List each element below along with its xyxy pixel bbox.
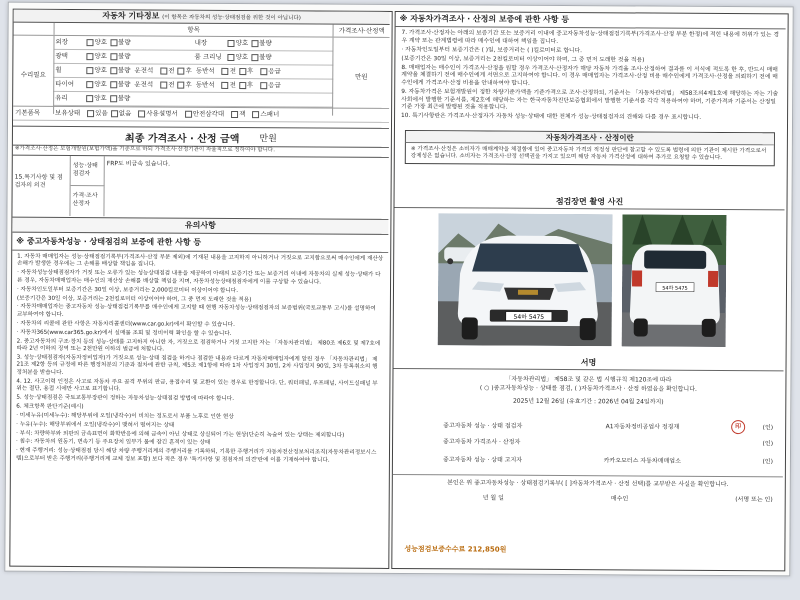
row-label: 내장 [194, 38, 208, 47]
option-label: 불량 [117, 94, 131, 103]
checkbox[interactable] [228, 53, 235, 60]
caution-item: · 자동차매매업자는 중고자동차 성능·상태점검기록부를 매수인에게 고지할 때 현행 자동차성능·상태점검자의 보증범위(국토교통부 고시)를 설명하여 교부하여야 합니다. [16, 304, 376, 318]
receipt-sign: (서명 또는 인) [735, 496, 773, 504]
caution-item: · 자동차인도일부터 보증기간은 30일 이상, 보증거리는 2,000킬로미터 이상이어야 합니다. [16, 286, 239, 294]
signature-mark: (인) [762, 458, 773, 466]
price-note: ※가격조사·산정은 보험개발원(보험가액)을 기준으로 하되 가격조사·산정기관이 자율적으로 정하여야 합니다. [14, 145, 276, 154]
row-label: 광택 [55, 51, 69, 60]
appraisal-info-box [405, 130, 775, 167]
row-label: 타이어 [55, 79, 75, 89]
caution-list [11, 251, 388, 470]
checkbox[interactable] [110, 53, 117, 60]
row-label: 운전석 [134, 80, 154, 89]
caution-item: · 현재 주행거리: 성능·상태점검 당시 해당 차량 주행거리계의 주행거리를 기록하되, 기록한 주행거리가 자동차전산정보처리조직(자동차관리정보시스템)으로부터 받은 주행거리(주행거리계 교체 정보 포함) 보다 적은 경우 '특기사항 및 점검자의 의견'란에 이를 기재하여야 합니다. [15, 448, 377, 464]
checkbox[interactable] [222, 81, 229, 88]
row-label: 보유상태 [55, 108, 81, 118]
checkbox[interactable] [185, 110, 192, 117]
caution-item: (보증기간은 30일 이상, 보증거리는 2천킬로미터 이상이어야 하며, 그 중 먼저 도래한 것을 적용) [16, 295, 252, 303]
appraisal-list [395, 27, 786, 128]
front-car-photo [438, 213, 613, 346]
checkbox[interactable] [228, 39, 235, 46]
appraisal-guarantee-section [395, 12, 786, 194]
caution-item: 1. 자동차 매매업자는 성능·상태점검기록부(가격조사·산정 부분 제외)에 기재된 내용을 고지하지 아니하거나 거짓으로 고지함으로써 매수인에게 재산상 손해가 발생한 경우에는 그 손해를 배상할 책임을 집니다. [17, 253, 384, 268]
row-label: 외장 [55, 37, 69, 46]
signature-row [443, 454, 773, 465]
option-label: 전 [229, 66, 237, 76]
inspection-document [4, 2, 793, 577]
right-column [391, 11, 788, 571]
checkbox[interactable] [160, 81, 167, 88]
appraisal-item: · 자동차인도일부터 보증기간은 ( )일, 보증거리는 ( )킬로미터로 합니다. [401, 46, 582, 54]
caution-item: · 침수: 자동차의 원동기, 변속기 등 주요장치 일부가 물에 잠긴 흔적이 있는 상태 [16, 439, 211, 447]
signature-row [443, 420, 773, 431]
appraisal-title: ※ 자동차가격조사 · 산정의 보증에 관한 사항 등 [396, 12, 786, 29]
row-container [53, 36, 333, 108]
caution-item: · 자동차성능상태점검자가 거짓 또는 오류가 있는 성능상태점검 내용을 제공하여 아래의 보증기간 또는 보증거리 이내에 자동차의 실제 성능·상태가 다른 경우, 자동차매매업자는 매수인의 재산상 손해를 배상할 책임을 지며, 자동차성능상태점검자에게 이를 구상할 수 있습니다. [17, 269, 381, 286]
front-car-image [438, 213, 613, 346]
option-label: 후 [246, 81, 254, 90]
option-label: 불량 [259, 53, 272, 62]
option-label: 후 [246, 67, 254, 76]
option-label: 양호 [94, 94, 107, 103]
info-table [13, 36, 390, 123]
checkbox[interactable] [252, 111, 259, 118]
checkbox[interactable] [178, 67, 185, 74]
signature-role: 중고자동차 성능 · 상태 점검자 [443, 422, 523, 430]
header-blank [14, 23, 55, 35]
receipt-line: 본인은 위 중고자동차성능 · 상태점검기록부( [ ]자동차가격조사 · 산정 선택)를 교부받은 사실을 확인합니다. [447, 479, 729, 489]
option-label: 후 [185, 80, 192, 89]
option-label: 있음 [95, 109, 108, 118]
front-plate-text: 54하 5475 [513, 313, 545, 321]
photo-section [394, 195, 785, 357]
caution-item: · 자동차365(www.car365.go.kr)에서 실매물 조회 및 정비이력 확인을 할 수 있습니다. [16, 329, 232, 337]
checkbox[interactable] [86, 95, 93, 102]
checkbox[interactable] [86, 39, 93, 46]
signature-title: 서명 [394, 356, 784, 371]
caution-item: 5. 성능·상태점검은 국토교통부장관이 정하는 자동차성능·상태점검 방법에 따라야 합니다. [16, 394, 235, 402]
caution-item: · 자동차의 리콜에 관한 사항은 자동차리콜센터(www.car.go.kr)에서 확인할 수 있습니다. [16, 320, 235, 328]
section-note: (이 항목은 자동차의 성능·상태점검을 위한 것이 아닙니다) [162, 14, 301, 22]
checkbox[interactable] [110, 39, 117, 46]
special-notes-title: 유의사항 [12, 217, 388, 235]
header-price: 가격조사·산정액 [338, 26, 385, 35]
option-label: 양호 [94, 80, 107, 89]
left-column [9, 9, 392, 569]
checkbox[interactable] [86, 67, 93, 74]
option-label: 후 [185, 66, 192, 75]
appraisal-item: 10. 특기사항란은 가격조사·산정자가 자동차 성능·상태에 대한 전체가 성능·상태점검자의 견해와 다를 경우 표시합니다. [401, 113, 702, 122]
row-label: 기본품목 [15, 108, 41, 117]
option-label: 불량 [117, 80, 131, 89]
signature-role: 중고자동차 가격조사 · 산정자 [443, 438, 521, 446]
caution-item: 4. 12. 사고이력 인정은 사고로 자동차 주요 골격 부위의 판금, 용접수리 및 교환이 있는 경우로 한정합니다. 단, 쿼터패널, 루프패널, 사이드실패널 부위는 절단, 용접 시에만 사고로 표기합니다. [16, 378, 378, 393]
option-label: 안전삼각대 [192, 109, 225, 118]
guarantee-fee: 성능점검보증수수료 212,850원 [404, 545, 507, 554]
price-unit-label: 만원 [332, 38, 389, 116]
option-label: 불량 [117, 66, 131, 75]
option-label: 불량 [117, 52, 131, 61]
photo-title: 점검장면 촬영 사진 [394, 195, 784, 210]
option-label: 응급 [268, 67, 281, 76]
final-price-label: 최종 가격조사 · 산정 금액 [125, 132, 240, 145]
caution-item: 2. 중고자동차의 구조·장치 등의 성능·상태를 고지하지 아니한 자, 거짓으로 점검하거나 거짓 고지한 자는 「자동차관리법」 제80조 제6호 및 제7호에 따라 2년 이하의 징역 또는 2천만원 이하의 벌금에 처합니다. [16, 338, 381, 353]
option-label: 응급 [268, 81, 281, 90]
appraisal-item: 9. 자동차가격은 보험개발원이 정한 차량기준가액을 기준가격으로 조사·산정하되, 기준서는 「자동차관리법」 제58조의4제1호에 해당하는 자는 기술사회에서 발행한 기준서를, 제2호에 해당하는 자는 한국자동차진단보증협회에서 발행한 기준서를 각각 적용하여야 하며, 기준가격과 기준서는 산정일 기준 가장 최근에 발행된 것을 적용합니다. [401, 89, 779, 112]
row-label: 룸 크리닝 [194, 52, 222, 61]
appraisal-info-body: ※ 가격조사·산정은 소비자가 매매계약을 체결함에 있어 중고자동차 가격의 적정성 판단에 참고할 수 있도록 법령에 의한 기관이 제시한 가격으로서 강제성은 없습니다. 소비자는 가격조사·산정 선택권을 가지고 있으며 해당 자동차 가격산정에 대하여 추가로 요청할 수 있습니다. [410, 145, 767, 161]
checkbox[interactable] [86, 81, 93, 88]
opinion-inspector-label: 성능·상태 점검자 [71, 156, 105, 186]
signature-name: 카카오모터스 자동차매매업소 [603, 457, 681, 465]
rear-car-photo [622, 214, 727, 347]
option-label: 전 [229, 80, 236, 89]
row-label: 운전석 [134, 66, 154, 75]
checkbox[interactable] [260, 82, 267, 89]
receipt-buyer: 매수인 [610, 495, 629, 503]
opinion-appraiser-label: 가격·조사 산정자 [70, 186, 104, 216]
checkbox[interactable] [231, 110, 238, 117]
vehicle-other-info [12, 10, 389, 212]
checkbox[interactable] [110, 67, 117, 74]
option-label: 양호 [235, 38, 249, 48]
option-label: 불량 [259, 39, 272, 48]
checkbox[interactable] [251, 54, 258, 61]
checkbox[interactable] [110, 81, 117, 88]
option-label: 잭 [239, 110, 246, 119]
signature-mark: (인) [762, 424, 774, 432]
caution-item: · 부식: 차량하부와 외판의 금속표면이 화학반응에 의해 금속이 아닌 상태로 상실되어 가는 현상(단순히 녹슬어 있는 상태는 제외합니다) [16, 430, 345, 439]
checkbox[interactable] [239, 82, 246, 89]
signature-mark: (인) [762, 440, 774, 448]
checkbox[interactable] [222, 67, 229, 74]
option-label: 없음 [118, 109, 132, 118]
option-label: 불량 [118, 38, 131, 47]
option-label: 사용설명서 [146, 109, 178, 118]
checkbox[interactable] [111, 110, 118, 117]
row-label: 동반석 [195, 66, 215, 75]
caution-title: ※ 중고자동차성능 · 상태점검의 보증에 관한 사항 등 [12, 234, 388, 253]
appraisal-item: (보증기간은 30일 이상, 보증거리는 2천킬로미터 이상이어야 하며, 그 중 먼저 도래한 것을 적용) [401, 55, 645, 64]
option-label: 양호 [235, 52, 249, 62]
signature-law-line: 「자동차관리법」 제58조 및 같은 법 시행규칙 제120조에 따라 [505, 375, 672, 384]
final-price-row [13, 126, 389, 148]
signature-row [443, 436, 773, 447]
seal-stamp: 印 [731, 420, 745, 434]
checkbox[interactable] [260, 68, 267, 75]
signature-date: 2025년 12월 26일 (유효기간 : 2026년 04월 24일까지) [512, 397, 664, 406]
appraisal-item: 7. 가격조사·산정자는 아래의 보증기간 또는 보증거리 이내에 중고자동차성능·상태점검기록부(가격조사·산정 부분 한정)에 적힌 내용에 허위가 있는 경우 계약 또는 관계법령에 따라 매수인에 대하여 책임을 집니다. [401, 30, 779, 45]
checkbox[interactable] [251, 40, 258, 47]
checkbox[interactable] [110, 95, 117, 102]
appraisal-info-title: 자동차가격조사 · 산정이란 [406, 131, 774, 145]
option-label: 양호 [94, 38, 108, 47]
opinion-value: FRP도 비금속 있습니다. [106, 160, 171, 168]
option-label: 전 [168, 80, 175, 89]
option-label: 양호 [94, 66, 107, 75]
signature-role: 중고자동차 성능 · 상태 고지자 [442, 456, 523, 464]
receipt-row [483, 493, 773, 504]
row-label: 유리 [55, 93, 68, 102]
final-price-unit: 만원 [259, 133, 277, 144]
checkbox[interactable] [239, 68, 246, 75]
receipt-date: 년 월 일 [482, 494, 504, 502]
caution-section [10, 234, 388, 566]
caution-item: · 누유(누수): 해당부위에서 오일(냉각수)이 맺혀서 떨어지는 상태 [16, 421, 175, 429]
rear-plate-text: 54하 5475 [662, 285, 688, 292]
rear-car-image [622, 214, 727, 347]
caution-item: 6. 체크항목 판단기준(예시) [16, 403, 84, 410]
checkbox[interactable] [87, 110, 94, 117]
signature-confirm-line: ( ○ )중고자동차성능 · 상태를 점검, ( )자동차가격조사 · 산정 하였음을 확인합니다. [479, 384, 697, 393]
row-label: 휠 [55, 65, 62, 74]
section-title-text: 자동차 기타정보 [102, 11, 160, 21]
checkbox[interactable] [177, 81, 184, 88]
caution-item: 3. 성능·상태점검자(자동차정비업자)가 거짓으로 성능·상태 점검을 하거나 점검한 내용과 다르게 자동차매매업자에게 알린 경우 「자동차관리법」 제21조 제2항 등의 규정에 따른 행정처분의 기준과 절차에 관한 규칙, 제5조 제1항에 따라 1차 사업정지 30일, 2차 사업정지 90일, 3차 등록취소의 행정처분을 받습니다. [16, 354, 378, 376]
header-item: 항목 [54, 23, 334, 37]
option-label: 스패너 [260, 110, 280, 119]
checkbox[interactable] [86, 53, 93, 60]
caution-item: · 미세누유(미세누수): 해당부위에 오일(냉각수)이 비치는 정도로서 부품 노후로 인한 현상 [16, 412, 234, 420]
opinion-label: 15.특기사항 및 점검자의 의견 [12, 156, 70, 216]
checkbox[interactable] [138, 110, 145, 117]
checkbox[interactable] [160, 67, 167, 74]
receipt-divider [393, 474, 783, 477]
signature-name: A1자동차정비공업사 정경재 [605, 423, 680, 431]
row-label: 동반석 [195, 80, 215, 89]
option-label: 전 [168, 66, 175, 75]
opinion-block [12, 155, 388, 218]
option-label: 양호 [94, 52, 108, 61]
repair-needed-label: 수리필요 [13, 36, 54, 114]
signature-section [392, 356, 783, 568]
appraisal-item: 8. 매매업자는 매수인이 가격조사·산정을 원할 경우 가격조사·산정자가 해당 자동차 가격을 조사·산정하여 결과를 이 서식에 적도록 한 후, 반드시 매매계약을 체결하기 전에 매수인에게 서면으로 고지하여야 합니다. 이 경우 매매업자는 가격조사·산정 비용 매수인에게 가격조사·산정을 의뢰하기 전에 매수인에게 가격조사·산정 비용을 안내하여야 합니다. [401, 64, 778, 87]
